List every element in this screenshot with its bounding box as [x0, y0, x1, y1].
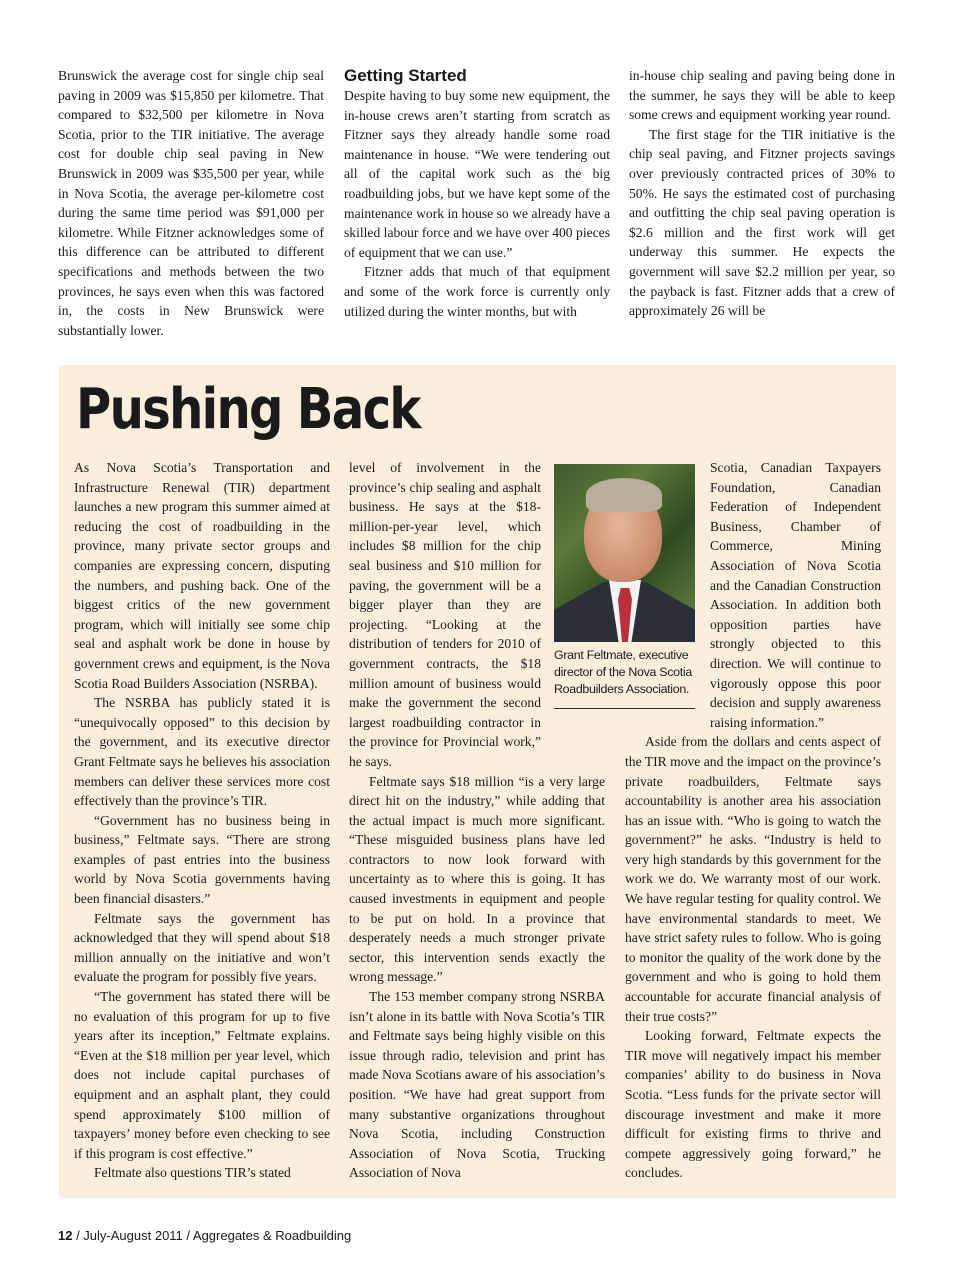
sidebar-column-1 — [74, 458, 330, 1183]
sidebar-column-2-lower — [349, 772, 605, 1183]
page-number: 12 — [58, 1228, 73, 1243]
paragraph: The NSRBA has publicly stated it is “unequivocally opposed” to this decision by the government, and its executive director Grant Feltmate says he believes his association members can deliver these services more cost effectively than the province’s TIR. — [74, 695, 330, 809]
paragraph: Feltmate also questions TIR’s stated — [94, 1165, 291, 1181]
paragraph: The first stage for the TIR initiative is the chip seal paving, and Fitzner projects savings over previously contracted prices of 30% to 50%. He says the estimated cost of purchasing and outfitting the chip seal paving operation is $2.6 million and the first work will get underway this summer. He expects the government will save $2.2 million per year, so the payback is fast. Fitzner adds that a crew of approximately 26 will be — [629, 126, 895, 319]
paragraph: The 153 member company strong NSRBA isn’t alone in its battle with Nova Scotia’s TIR and Feltmate says being highly visible on this issue through radio, television and print has made Nova Scotians aware of his association’s position. “We have had great support from many substantive organizations throughout Nova Scotia, including Construction Association of Nova Scotia, Trucking Association of Nova — [349, 989, 605, 1181]
paragraph: Despite having to buy some new equipment, the in-house crews aren’t starting from scratch as Fitzner says they already handle some road maintenance in house. “We were tendering out all of the capital work such as the big roadbuilding jobs, but we have kept some of the maintenance work in house so we already have a skilled labour force and we have over 400 pieces of equipment that we can use.” — [344, 88, 610, 260]
paragraph: Fitzner adds that much of that equipment and some of the work force is currently only utilized during the winter months, but with — [344, 264, 610, 319]
section-heading: Getting Started — [344, 66, 467, 85]
paragraph: “Government has no business being in business,” Feltmate says. “There are strong examples of past entries into the business world by Nova Scotia governments having been financial disasters.” — [74, 812, 330, 907]
paragraph: Aside from the dollars and cents aspect of the TIR move and the impact on the province’s private roadbuilders, Feltmate says accountability is another area his association has an issue with. “Who is going to watch the government?” he asks. “Industry is held to very high standards by this government for the work we do. We warranty most of our work. We have regular testing for quality control. We have environmental standards to meet. We have strict safety rules to follow. Who is going to monitor the quality of the work done by the government and who is going to hold them accountable for accurate financial analysis of their true costs?” — [625, 734, 881, 1024]
page-footer — [58, 1228, 351, 1244]
top-column-1 — [58, 66, 324, 340]
photo-caption: Grant Feltmate, executive director of the Nova Scotia Roadbuilders Association. — [554, 648, 692, 696]
paragraph: in-house chip sealing and paving being done in the summer, he says they will be able to keep some crews and equipment working year round. — [629, 68, 895, 123]
paragraph: Brunswick the average cost for single chip seal paving in 2009 was $15,850 per kilometre. That compared to $32,500 per kilometre in Nova Scotia, prior to the TIR initiative. The average cost for double chip seal paving in New Brunswick in 2009 was $35,500 per year, while in Nova Scotia, the average per-kilometre cost during the same time period was $91,000 per kilometre. While Fitzner acknowledges some of this difference can be attributed to different specifications and methods between the two provinces, he says even when this was factored in, the costs in New Brunswick were substantially lower. — [58, 68, 324, 338]
paragraph: Looking forward, Feltmate expects the TIR move will negatively impact his member companies’ ability to do business in Nova Scotia. “Less funds for the private sector will discourage investment and make it more difficult for existing firms to thrive and compete aggressively going forward,” he concludes. — [625, 1028, 881, 1181]
sidebar-headline: Pushing Back — [76, 377, 420, 442]
paragraph: “The government has stated there will be no evaluation of this program for up to five years after its inception,” Feltmate explains. “Even at the $18 million per year level, which does not include capital purchases of equipment and an asphalt plant, they could spend approximately $100 million of taxpayers’ money before even checking to see if this program is cost effective.” — [74, 989, 330, 1161]
top-column-3 — [629, 66, 895, 321]
paragraph: Scotia, Canadian Taxpayers Foundation, Canadian Federation of Independent Business, Chamber of Commerce, Mining Association of Nova Scotia and the Canadian Construction Association. In addition both opposition parties have strongly objected to this direction. We will continue to vigorously oppose this poor decision and supply awareness raising information.” — [710, 460, 881, 730]
sidebar-column-3 — [625, 458, 881, 1183]
paragraph: level of involvement in the province’s chip sealing and asphalt business. He says at the $18-million-per-year level, which includes $8 million for the chip seal business and $10 million for paving, the government will be a bigger player than they are projecting. “Looking at the distribution of tenders for 2010 of government contracts, the $18 million amount of business would make the government the second largest roadbuilding contractor in the province for Provincial work,” he says. — [349, 460, 541, 769]
top-column-2 — [344, 66, 610, 321]
paragraph: As Nova Scotia’s Transportation and Infrastructure Renewal (TIR) department launches a new program this summer aimed at reducing the cost of roadbuilding in the province, many private sector groups and companies are expressing concern, disputing the numbers, and pushing back. One of the biggest critics of the new government program, which will initially see some chip seal and asphalt work be done in house by government crews and equipment, is the Nova Scotia Road Builders Association (NSRBA). — [74, 460, 330, 691]
paragraph: Feltmate says the government has acknowledged that they will spend about $18 million annually on the initiative and won’t evaluate the program for possibly five years. — [74, 910, 330, 985]
paragraph: Feltmate says $18 million “is a very large direct hit on the industry,” while adding that the actual impact is much more significant. “These misguided business plans have led contractors to now look forward with uncertainty as to where this is going. It has caused investments in equipment and people to be put on hold. In a province that desperately needs a much stronger private sector, this intervention sends exactly the wrong message.” — [349, 773, 605, 985]
sidebar-column-2 — [349, 458, 541, 772]
footer-text: / July-August 2011 / Aggregates & Roadbuilding — [72, 1228, 352, 1243]
